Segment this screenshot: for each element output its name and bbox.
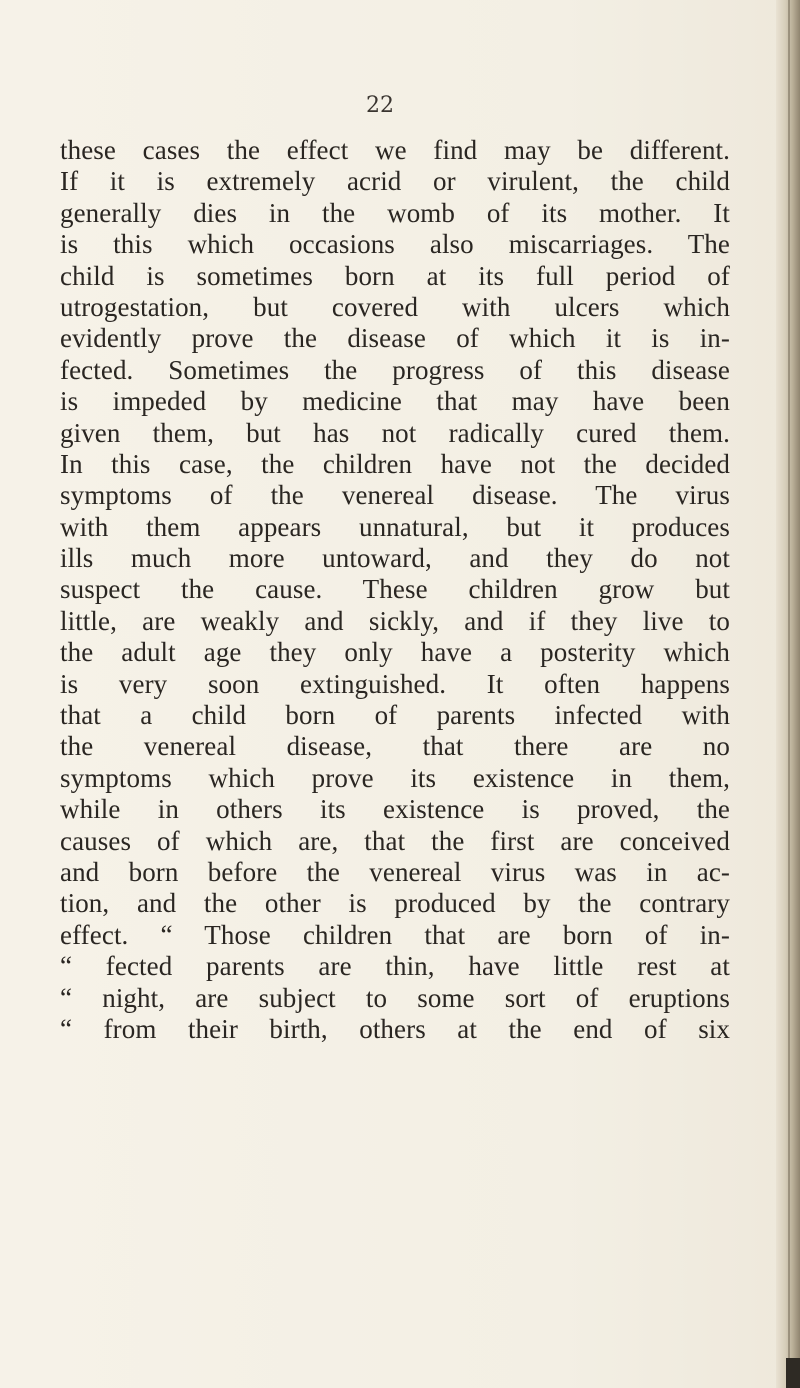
text-line: generally dies in the womb of its mother. It bbox=[60, 197, 730, 228]
text-line: symptoms of the venereal disease. The virus bbox=[60, 480, 730, 511]
text-line: “ fected parents are thin, have little rest at bbox=[60, 951, 730, 982]
text-line: effect. “ Those children that are born of in- bbox=[60, 919, 730, 950]
text-line: and born before the venereal virus was in ac- bbox=[60, 856, 730, 887]
text-line: causes of which are, that the first are conceived bbox=[60, 825, 730, 856]
text-line: symptoms which prove its existence in them, bbox=[60, 762, 730, 793]
text-line: In this case, the children have not the decided bbox=[60, 448, 730, 479]
page-number: 22 bbox=[366, 93, 394, 118]
text-line: “ from their birth, others at the end of six bbox=[60, 1013, 730, 1044]
text-line: these cases the effect we find may be different. bbox=[60, 135, 730, 165]
text-line: fected. Sometimes the progress of this disease bbox=[60, 354, 730, 385]
text-line: tion, and the other is produced by the contrary bbox=[60, 888, 730, 919]
text-line: the adult age they only have a posterity which bbox=[60, 637, 730, 668]
text-line: is impeded by medicine that may have been bbox=[60, 386, 730, 417]
text-line: is this which occasions also miscarriages. The bbox=[60, 229, 730, 260]
text-line: is very soon extinguished. It often happens bbox=[60, 668, 730, 699]
text-line: utrogestation, but covered with ulcers which bbox=[60, 291, 730, 322]
text-line: evidently prove the disease of which it is in- bbox=[60, 323, 730, 354]
text-line: child is sometimes born at its full period of bbox=[60, 260, 730, 291]
text-line: “ night, are subject to some sort of eruptions bbox=[60, 982, 730, 1013]
body-text bbox=[60, 135, 730, 1045]
text-line: with them appears unnatural, but it produces bbox=[60, 511, 730, 542]
text-line: If it is extremely acrid or virulent, the child bbox=[60, 166, 730, 197]
text-line: that a child born of parents infected with bbox=[60, 700, 730, 731]
text-line: while in others its existence is proved, the bbox=[60, 794, 730, 825]
text-line: given them, but has not radically cured them. bbox=[60, 417, 730, 448]
page-edge-mark bbox=[786, 1358, 800, 1388]
text-line: ills much more untoward, and they do not bbox=[60, 543, 730, 574]
text-line: little, are weakly and sickly, and if they live to bbox=[60, 605, 730, 636]
page-edge-line bbox=[788, 0, 790, 1388]
text-line: suspect the cause. These children grow but bbox=[60, 574, 730, 605]
text-line: the venereal disease, that there are no bbox=[60, 731, 730, 762]
